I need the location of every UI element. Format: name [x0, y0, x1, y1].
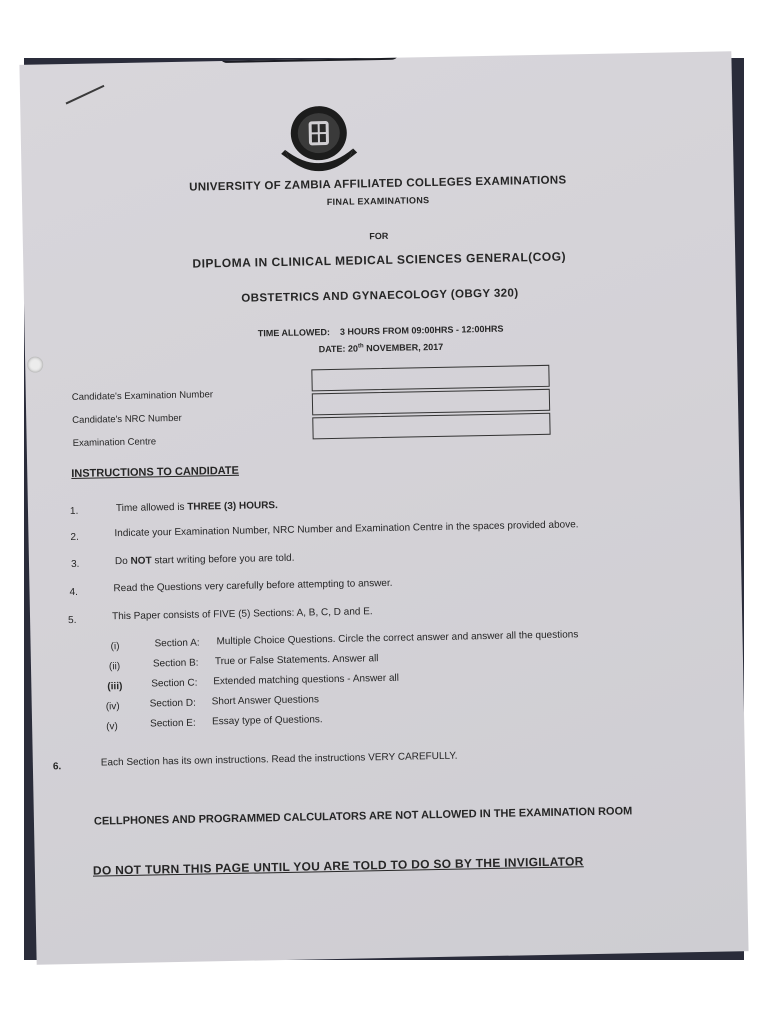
section-label: Section E:: [149, 717, 196, 730]
instruction-number: 2.: [70, 531, 79, 544]
nrc-number-field[interactable]: [312, 389, 550, 416]
instruction-item: [113, 578, 392, 594]
instruction-text: Each Section has its own instructions. Read the instructions VERY CAREFULLY.: [100, 750, 458, 769]
date-rest: NOVEMBER, 2017: [363, 341, 444, 354]
cellphones-warning: CELLPHONES AND PROGRAMMED CALCULATORS ARE NOT ALLOWED IN THE EXAMINATION ROOM: [93, 805, 633, 828]
instruction-text: Do: [114, 555, 131, 568]
section-description: Multiple Choice Questions. Circle the correct answer and answer all the questions: [216, 629, 579, 648]
section-roman: (v): [106, 721, 118, 733]
section-description: True or False Statements. Answer all: [214, 653, 379, 668]
instructions-title: INSTRUCTIONS TO CANDIDATE: [71, 464, 240, 480]
instruction-text: Time allowed is: [115, 501, 188, 515]
instruction-item: [101, 751, 458, 769]
section-label: Section D:: [149, 697, 196, 710]
university-seal-icon: [278, 102, 359, 178]
time-value: 3 HOURS FROM 09:00HRS - 12:00HRS: [339, 323, 504, 337]
exam-number-field[interactable]: [311, 365, 549, 392]
section-roman: (iv): [105, 701, 120, 713]
instruction-bold: NOT: [130, 555, 152, 567]
section-roman: (i): [110, 641, 120, 653]
nrc-number-label: Candidate's NRC Number: [72, 412, 182, 426]
date-label: DATE:: [318, 343, 346, 355]
programme-title: DIPLOMA IN CLINICAL MEDICAL SCIENCES GENERAL(COG): [192, 249, 567, 271]
exam-type: FINAL EXAMINATIONS: [326, 195, 430, 208]
pen-mark: [66, 85, 105, 105]
instruction-number: 6.: [52, 761, 62, 773]
section-description: Essay type of Questions.: [211, 714, 323, 728]
instruction-number: 3.: [70, 558, 80, 571]
instruction-item: [112, 606, 373, 622]
instruction-item: [114, 519, 578, 539]
section-description: Short Answer Questions: [211, 694, 320, 708]
instruction-bold: THREE (3) HOURS.: [187, 500, 278, 513]
time-label: TIME ALLOWED:: [257, 327, 331, 339]
instruction-text: start writing before you are told.: [151, 552, 295, 567]
date-suffix: th: [357, 343, 364, 350]
instruction-text: This Paper consists of FIVE (5) Sections: A, B, C, D and E.: [111, 606, 373, 623]
university-heading: UNIVERSITY OF ZAMBIA AFFILIATED COLLEGES EXAMINATIONS: [189, 174, 567, 194]
instruction-text: Read the Questions very carefully before attempting to answer.: [113, 577, 393, 595]
section-label: Section B:: [152, 657, 199, 670]
instruction-item: [116, 500, 278, 514]
course-title: OBSTETRICS AND GYNAECOLOGY (OBGY 320): [241, 287, 519, 305]
exam-paper: [19, 51, 748, 965]
exam-number-label: Candidate's Examination Number: [71, 389, 214, 403]
section-description: Extended matching questions - Answer all: [213, 672, 400, 688]
date-day: 20: [347, 343, 359, 354]
section-roman: (iii): [107, 681, 123, 693]
exam-centre-field[interactable]: [312, 413, 550, 440]
for-label: FOR: [369, 230, 389, 242]
section-label: Section C:: [151, 677, 198, 690]
exam-centre-label: Examination Centre: [72, 436, 157, 449]
do-not-turn-warning: DO NOT TURN THIS PAGE UNTIL YOU ARE TOLD TO DO SO BY THE INVIGILATOR: [92, 854, 584, 878]
instruction-number: 4.: [69, 586, 79, 599]
instruction-number: 1.: [69, 505, 79, 518]
section-label: Section A:: [154, 637, 200, 650]
instruction-item: [115, 553, 295, 567]
instruction-text: Indicate your Examination Number, NRC Number and Examination Centre in the spaces provided above.: [114, 519, 579, 540]
instruction-number: 5.: [67, 614, 77, 627]
section-roman: (ii): [108, 661, 121, 673]
